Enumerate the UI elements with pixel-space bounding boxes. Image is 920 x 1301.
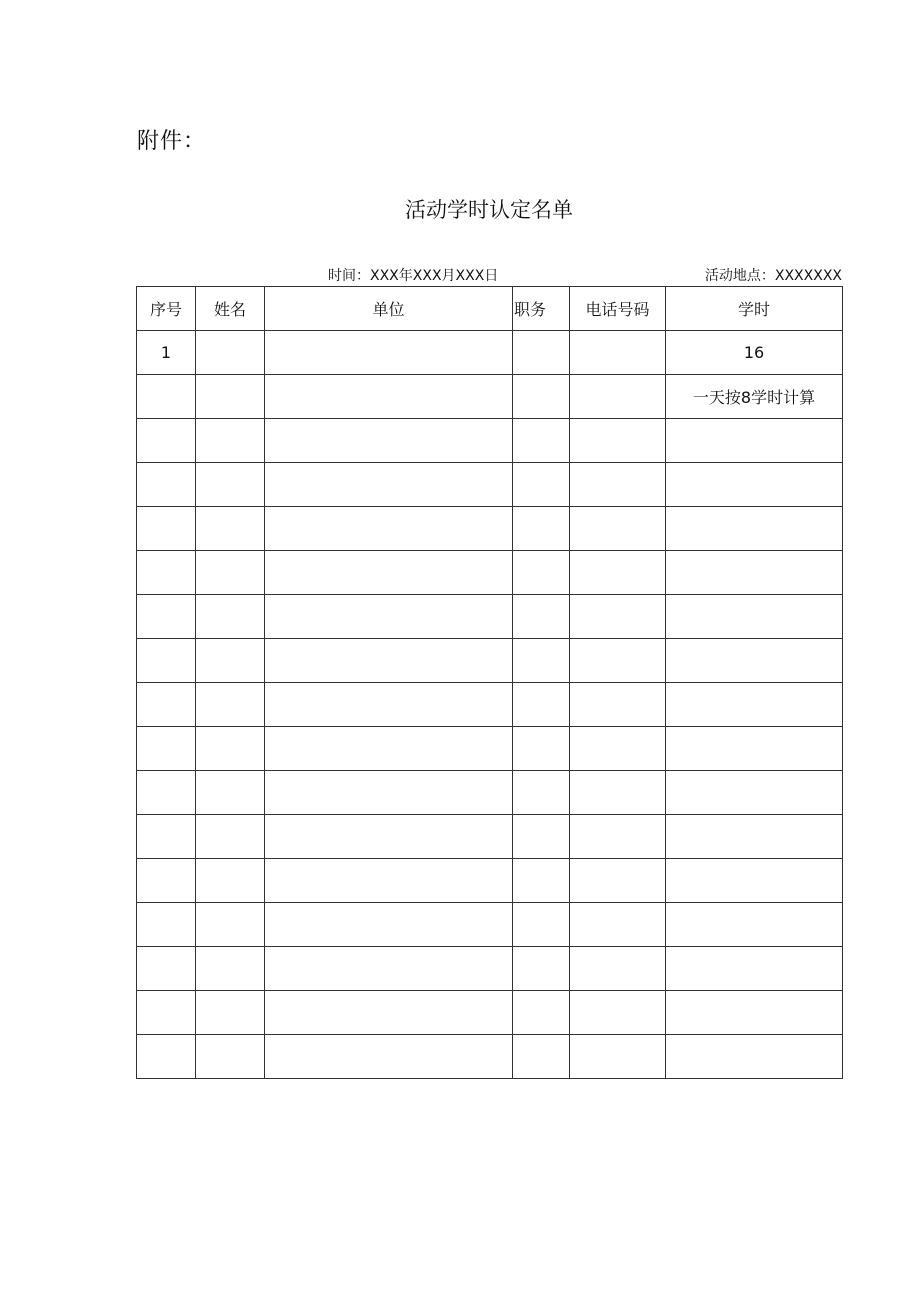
- table-row: [137, 507, 843, 551]
- table-row: [137, 727, 843, 771]
- table-row: [137, 331, 843, 375]
- cell-name: [196, 595, 265, 639]
- cell-hours: [666, 639, 843, 683]
- cell-hours: [666, 771, 843, 815]
- cell-name: [196, 375, 265, 419]
- cell-index: [137, 727, 196, 771]
- cell-index: [137, 375, 196, 419]
- cell-unit: [265, 903, 513, 947]
- cell-index: [137, 683, 196, 727]
- cell-hours: 一天按8学时计算: [666, 375, 843, 419]
- col-header-position: 职务: [513, 287, 570, 331]
- cell-name: [196, 991, 265, 1035]
- table-row: [137, 991, 843, 1035]
- cell-unit: [265, 595, 513, 639]
- activity-time: 时间：XXX年XXX月XXX日: [328, 268, 499, 284]
- cell-position: [513, 507, 570, 551]
- cell-position: [513, 1035, 570, 1079]
- cell-position: [513, 903, 570, 947]
- table-row: [137, 375, 843, 419]
- cell-position: [513, 947, 570, 991]
- col-header-unit: 单位: [265, 287, 513, 331]
- table-body: [137, 331, 843, 1079]
- cell-unit: [265, 375, 513, 419]
- cell-unit: [265, 727, 513, 771]
- cell-name: [196, 947, 265, 991]
- cell-unit: [265, 771, 513, 815]
- cell-position: [513, 991, 570, 1035]
- cell-name: [196, 639, 265, 683]
- cell-name: [196, 551, 265, 595]
- cell-index: [137, 595, 196, 639]
- cell-index: [137, 1035, 196, 1079]
- cell-index: [137, 639, 196, 683]
- attachment-label: 附件：: [137, 129, 207, 154]
- cell-position: [513, 859, 570, 903]
- cell-phone: [570, 375, 666, 419]
- cell-phone: [570, 1035, 666, 1079]
- cell-unit: [265, 463, 513, 507]
- cell-name: [196, 771, 265, 815]
- cell-phone: [570, 991, 666, 1035]
- cell-index: [137, 859, 196, 903]
- cell-phone: [570, 551, 666, 595]
- cell-name: [196, 419, 265, 463]
- cell-name: [196, 815, 265, 859]
- cell-phone: [570, 815, 666, 859]
- cell-unit: [265, 331, 513, 375]
- cell-name: [196, 903, 265, 947]
- cell-name: [196, 463, 265, 507]
- cell-name: [196, 1035, 265, 1079]
- cell-index: [137, 419, 196, 463]
- table-row: [137, 551, 843, 595]
- cell-hours: [666, 595, 843, 639]
- cell-index: [137, 507, 196, 551]
- table-row: [137, 947, 843, 991]
- cell-hours: 16: [666, 331, 843, 375]
- cell-unit: [265, 551, 513, 595]
- cell-unit: [265, 815, 513, 859]
- cell-name: [196, 683, 265, 727]
- cell-position: [513, 463, 570, 507]
- cell-phone: [570, 903, 666, 947]
- cell-unit: [265, 639, 513, 683]
- table-row: [137, 419, 843, 463]
- cell-phone: [570, 595, 666, 639]
- cell-hours: [666, 903, 843, 947]
- cell-index: [137, 903, 196, 947]
- cell-index: [137, 551, 196, 595]
- cell-unit: [265, 947, 513, 991]
- cell-unit: [265, 683, 513, 727]
- cell-index: [137, 771, 196, 815]
- cell-name: [196, 727, 265, 771]
- table-row: [137, 859, 843, 903]
- cell-hours: [666, 463, 843, 507]
- table-header-row: [137, 287, 843, 331]
- table-row: [137, 1035, 843, 1079]
- cell-position: [513, 771, 570, 815]
- cell-phone: [570, 683, 666, 727]
- table-row: [137, 815, 843, 859]
- activity-location: 活动地点：XXXXXXX: [704, 268, 842, 284]
- col-header-index: 序号: [137, 287, 196, 331]
- table-row: [137, 463, 843, 507]
- cell-position: [513, 727, 570, 771]
- page-title: 活动学时认定名单: [405, 198, 573, 222]
- cell-hours: [666, 859, 843, 903]
- cell-index: [137, 463, 196, 507]
- cell-name: [196, 507, 265, 551]
- cell-position: [513, 595, 570, 639]
- cell-unit: [265, 859, 513, 903]
- cell-phone: [570, 947, 666, 991]
- table-row: [137, 903, 843, 947]
- cell-name: [196, 331, 265, 375]
- cell-phone: [570, 463, 666, 507]
- cell-position: [513, 331, 570, 375]
- cell-phone: [570, 859, 666, 903]
- cell-phone: [570, 639, 666, 683]
- cell-unit: [265, 991, 513, 1035]
- cell-hours: [666, 507, 843, 551]
- cell-position: [513, 639, 570, 683]
- cell-index: [137, 991, 196, 1035]
- cell-index: [137, 947, 196, 991]
- cell-phone: [570, 507, 666, 551]
- cell-position: [513, 419, 570, 463]
- cell-position: [513, 375, 570, 419]
- col-header-hours: 学时: [666, 287, 843, 331]
- cell-phone: [570, 419, 666, 463]
- cell-position: [513, 815, 570, 859]
- cell-hours: [666, 551, 843, 595]
- cell-hours: [666, 1035, 843, 1079]
- cell-position: [513, 551, 570, 595]
- table-row: [137, 771, 843, 815]
- cell-index: [137, 815, 196, 859]
- cell-name: [196, 859, 265, 903]
- table-row: [137, 639, 843, 683]
- col-header-name: 姓名: [196, 287, 265, 331]
- table-row: [137, 683, 843, 727]
- cell-phone: [570, 727, 666, 771]
- cell-hours: [666, 419, 843, 463]
- cell-hours: [666, 727, 843, 771]
- cell-unit: [265, 419, 513, 463]
- cell-hours: [666, 683, 843, 727]
- table-row: [137, 595, 843, 639]
- cell-index: 1: [137, 331, 196, 375]
- credit-hours-table: [136, 286, 843, 1079]
- col-header-phone: 电话号码: [570, 287, 666, 331]
- cell-unit: [265, 1035, 513, 1079]
- cell-unit: [265, 507, 513, 551]
- cell-phone: [570, 331, 666, 375]
- cell-hours: [666, 815, 843, 859]
- cell-hours: [666, 947, 843, 991]
- cell-position: [513, 683, 570, 727]
- cell-phone: [570, 771, 666, 815]
- cell-hours: [666, 991, 843, 1035]
